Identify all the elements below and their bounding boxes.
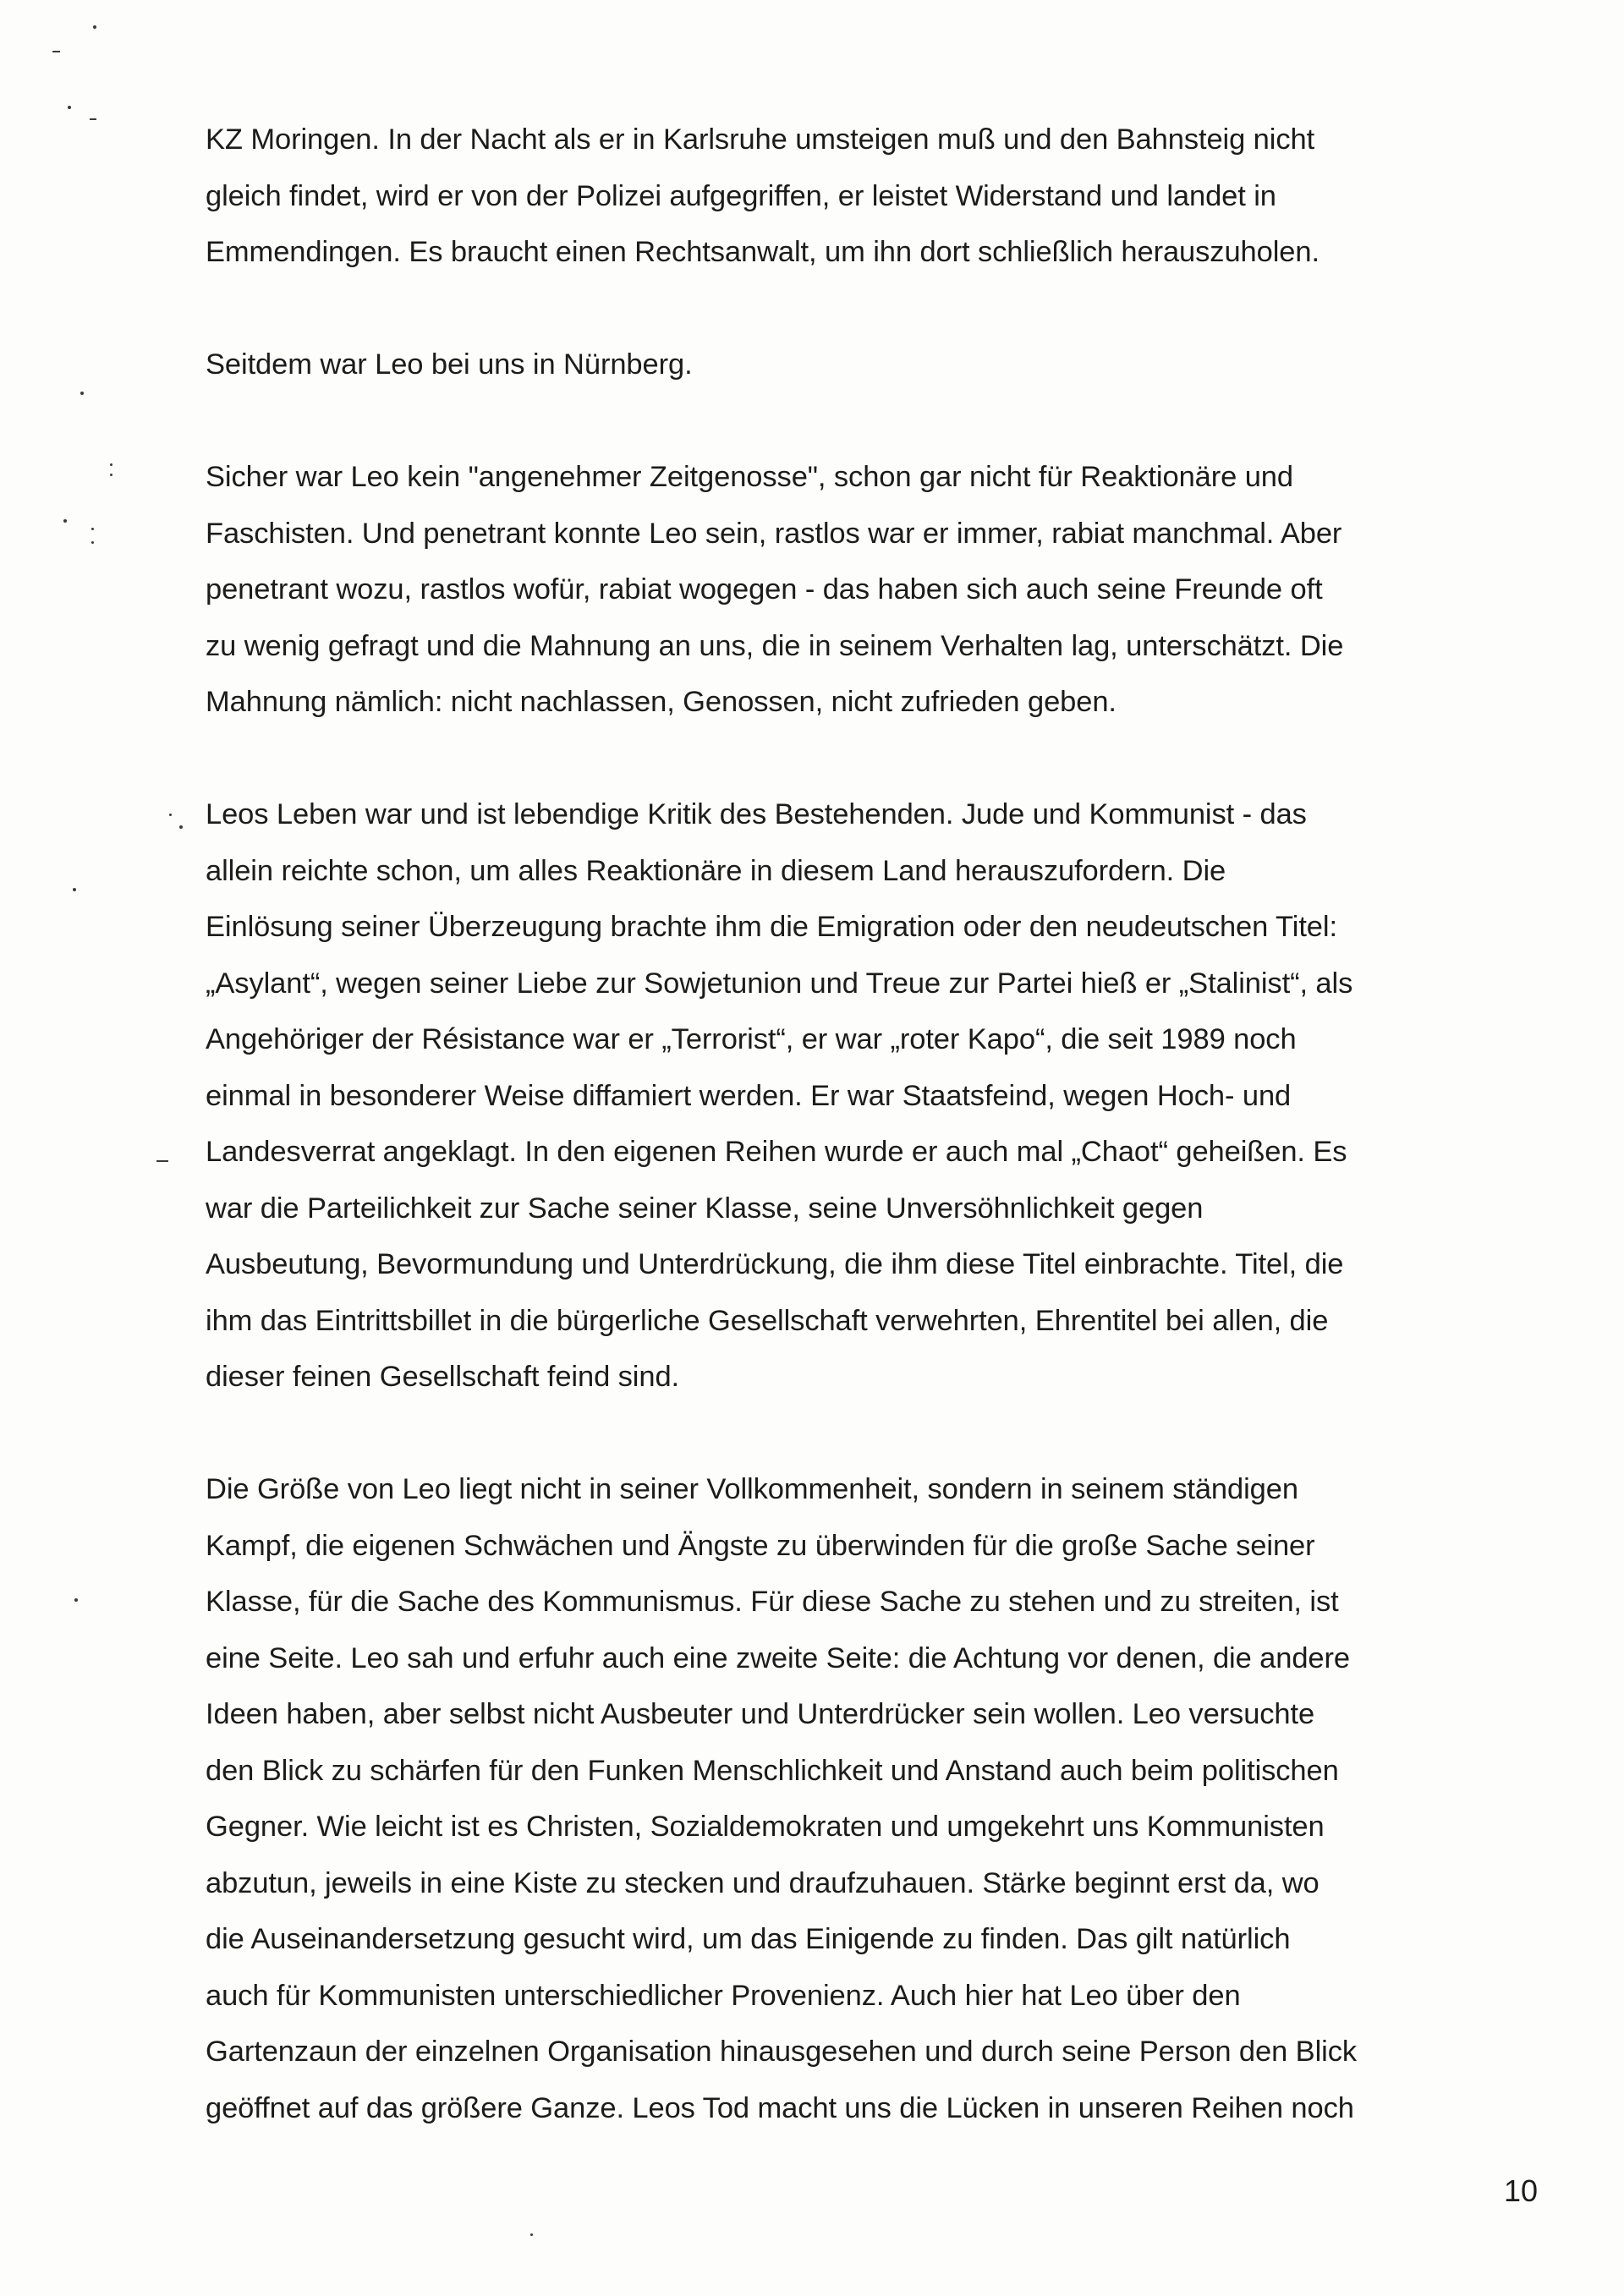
text-line: Mahnung nämlich: nicht nachlassen, Genossen, nicht zufrieden geben. <box>206 686 1116 718</box>
paragraph-gap <box>206 731 1542 787</box>
text-line: Faschisten. Und penetrant konnte Leo sein, rastlos war er immer, rabiat manchmal. Aber <box>206 517 1342 550</box>
text-line: die Auseinandersetzung gesucht wird, um das Einigende zu finden. Das gilt natürlich <box>206 1923 1291 1955</box>
text-line: Seitdem war Leo bei uns in Nürnberg. <box>206 348 693 381</box>
scan-speck <box>156 1160 168 1162</box>
text-line: Ausbeutung, Bevormundung und Unterdrückung, die ihm diese Titel einbrachte. Titel, die <box>206 1248 1344 1280</box>
text-line: penetrant wozu, rastlos wofür, rabiat wogegen - das haben sich auch seine Freunde oft <box>206 573 1323 606</box>
paragraph <box>206 112 1542 281</box>
scan-speck <box>90 118 96 120</box>
scan-speck <box>74 1598 78 1602</box>
scan-speck <box>110 474 112 476</box>
scan-speck <box>68 106 71 109</box>
paragraph <box>206 449 1542 731</box>
text-line: abzutun, jeweils in eine Kiste zu stecken und draufzuhauen. Stärke beginnt erst da, wo <box>206 1866 1320 1899</box>
scan-speck <box>73 888 76 891</box>
scan-speck <box>91 528 94 530</box>
text-line: ihm das Eintrittsbillet in die bürgerliche Gesellschaft verwehrten, Ehrentitel bei allen, die <box>206 1304 1329 1337</box>
text-line: Gartenzaun der einzelnen Organisation hinausgesehen und durch seine Person den Blick <box>206 2036 1358 2068</box>
text-line: dieser feinen Gesellschaft feind sind. <box>206 1361 680 1393</box>
text-line: Leos Leben war und ist lebendige Kritik des Bestehenden. Jude und Kommunist - das <box>206 798 1307 830</box>
text-line: Ideen haben, aber selbst nicht Ausbeuter und Unterdrücker sein wollen. Leo versuchte <box>206 1698 1315 1730</box>
page-number: 10 <box>1504 2173 1539 2208</box>
scan-speck <box>93 25 96 29</box>
scan-speck <box>110 463 112 466</box>
text-line: Gegner. Wie leicht ist es Christen, Sozialdemokraten und umgekehrt uns Kommunisten <box>206 1811 1325 1843</box>
text-line: Emmendingen. Es braucht einen Rechtsanwalt, um ihn dort schließlich herauszuholen. <box>206 236 1320 268</box>
scan-speck <box>179 825 183 829</box>
text-line: Kampf, die eigenen Schwächen und Ängste zu überwinden für die große Sache seiner <box>206 1529 1315 1562</box>
text-line: eine Seite. Leo sah und erfuhr auch eine zweite Seite: die Achtung vor denen, die andere <box>206 1641 1350 1674</box>
scan-speck <box>52 51 60 52</box>
scan-speck <box>169 814 172 816</box>
text-line: „Asylant“, wegen seiner Liebe zur Sowjetunion und Treue zur Partei hieß er „Stalinist“, als <box>206 967 1353 1000</box>
scan-speck <box>91 541 94 544</box>
scan-speck <box>80 392 84 395</box>
scan-speck <box>63 519 67 523</box>
paragraph <box>206 1461 1542 2136</box>
paragraph-gap <box>206 281 1542 337</box>
paragraph <box>206 786 1542 1406</box>
text-line: den Blick zu schärfen für den Funken Menschlichkeit und Anstand auch beim politischen <box>206 1754 1339 1787</box>
text-line: gleich findet, wird er von der Polizei aufgegriffen, er leistet Widerstand und landet in <box>206 179 1276 212</box>
body-text <box>206 112 1542 2136</box>
paragraph-gap <box>206 393 1542 450</box>
text-line: KZ Moringen. In der Nacht als er in Karlsruhe umsteigen muß und den Bahnsteig nicht <box>206 123 1315 156</box>
text-line: allein reichte schon, um alles Reaktionäre in diesem Land herauszufordern. Die <box>206 854 1226 887</box>
text-line: Klasse, für die Sache des Kommunismus. Für diese Sache zu stehen und zu streiten, ist <box>206 1586 1339 1618</box>
text-line: Die Größe von Leo liegt nicht in seiner Vollkommenheit, sondern in seinem ständigen <box>206 1473 1298 1505</box>
paragraph-gap <box>206 1406 1542 1462</box>
paragraph <box>206 337 1542 393</box>
text-line: Sicher war Leo kein "angenehmer Zeitgenosse", schon gar nicht für Reaktionäre und <box>206 461 1293 493</box>
text-line: zu wenig gefragt und die Mahnung an uns, die in seinem Verhalten lag, unterschätzt. Die <box>206 629 1344 662</box>
text-line: Einlösung seiner Überzeugung brachte ihm die Emigration oder den neudeutschen Titel: <box>206 911 1337 943</box>
text-line: einmal in besonderer Weise diffamiert werden. Er war Staatsfeind, wegen Hoch- und <box>206 1079 1292 1112</box>
text-line: auch für Kommunisten unterschiedlicher Provenienz. Auch hier hat Leo über den <box>206 1979 1241 2012</box>
text-line: geöffnet auf das größere Ganze. Leos Tod macht uns die Lücken in unseren Reihen noch <box>206 2091 1354 2124</box>
text-line: Landesverrat angeklagt. In den eigenen Reihen wurde er auch mal „Chaot“ geheißen. Es <box>206 1136 1347 1168</box>
scan-speck <box>530 2233 533 2236</box>
text-line: Angehöriger der Résistance war er „Terrorist“, er war „roter Kapo“, die seit 1989 noch <box>206 1023 1297 1055</box>
text-line: war die Parteilichkeit zur Sache seiner Klasse, seine Unversöhnlichkeit gegen <box>206 1192 1204 1225</box>
